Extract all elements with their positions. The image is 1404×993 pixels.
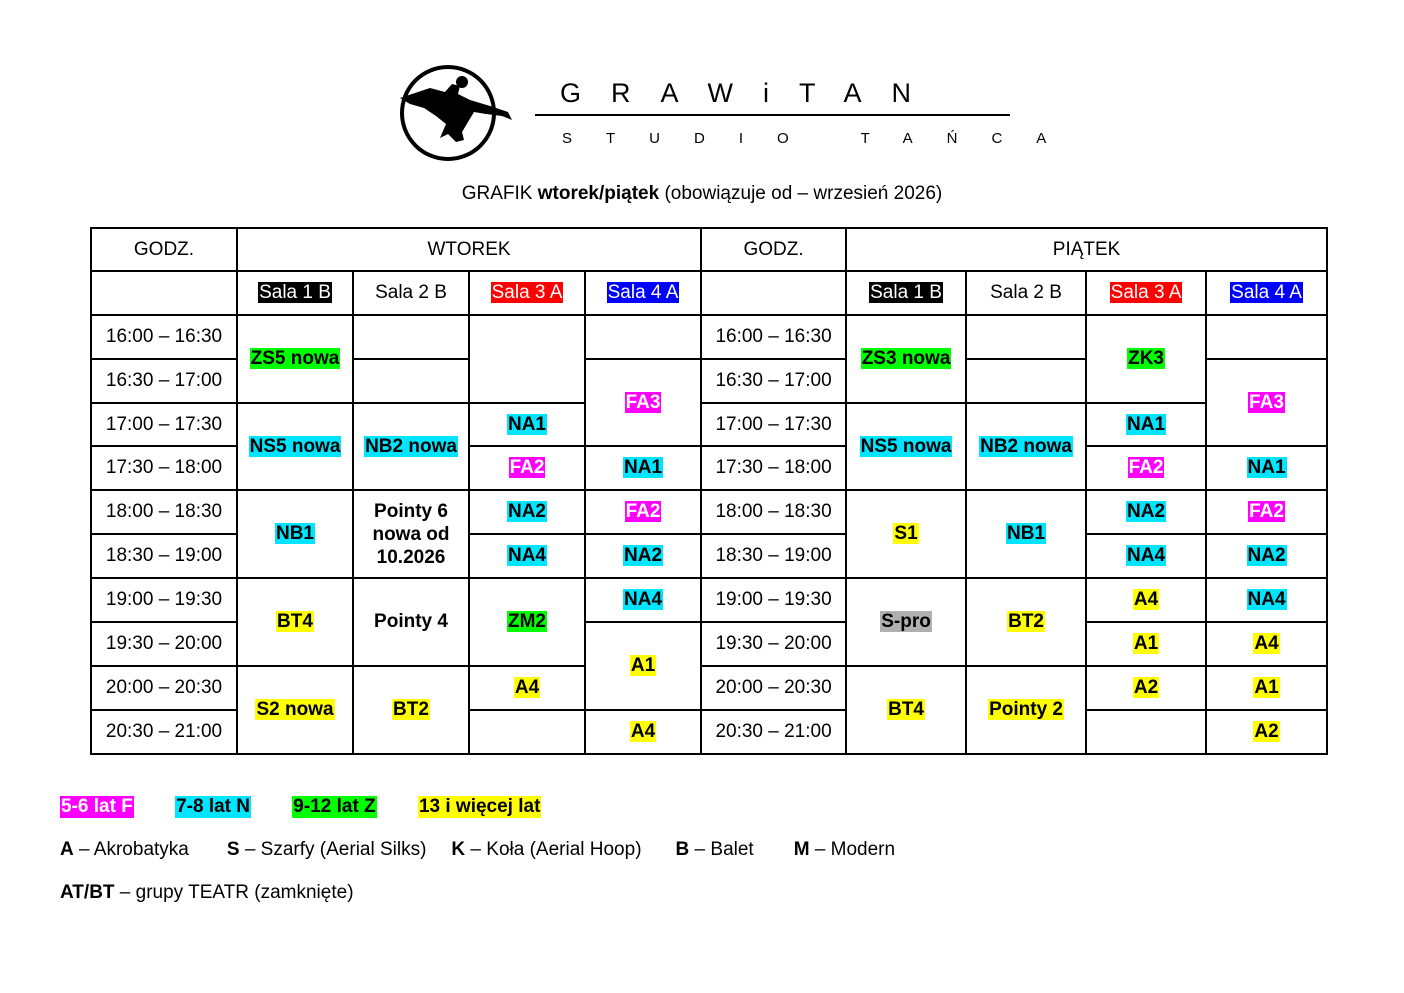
studio-logo — [390, 60, 1081, 164]
class-label: FA2 — [509, 457, 545, 478]
class-label: Pointy 2 — [989, 699, 1063, 720]
class-label: A1 — [1254, 677, 1279, 698]
heading-prefix: GRAFIK — [461, 183, 538, 204]
class-cell — [1206, 622, 1327, 666]
class-label: FA2 — [1249, 501, 1284, 522]
class-cell — [353, 666, 469, 754]
time-cell: 17:30 – 18:00 — [91, 446, 237, 490]
theatre-code: AT/BT — [60, 882, 115, 903]
class-cell — [585, 359, 701, 446]
class-label: NA4 — [1127, 545, 1166, 566]
class-label: NA1 — [1247, 457, 1286, 478]
age-legend — [60, 796, 577, 818]
class-label: NA1 — [1127, 413, 1166, 435]
time-row — [91, 578, 1327, 622]
class-label: BT2 — [393, 699, 429, 720]
brand-subtitle: STUDIO TAŃCA — [562, 130, 1081, 147]
empty-cell — [91, 271, 237, 315]
time-cell: 16:00 – 16:30 — [701, 315, 846, 359]
room-header — [966, 271, 1086, 315]
class-label: S2 nowa — [256, 699, 334, 720]
type-desc: – Modern — [809, 839, 896, 860]
header-row-days — [91, 228, 1327, 271]
class-cell — [966, 403, 1086, 490]
room-header — [353, 271, 469, 315]
time-cell: 16:30 – 17:00 — [91, 359, 237, 403]
class-cell — [237, 490, 353, 578]
type-code: A — [60, 839, 74, 860]
time-cell: 17:00 – 17:30 — [701, 403, 846, 446]
class-cell — [1086, 578, 1206, 622]
class-label: NS5 nowa — [860, 435, 952, 457]
class-label: FA2 — [625, 501, 661, 522]
class-cell — [237, 315, 353, 403]
time-row — [91, 490, 1327, 534]
time-cell: 19:30 – 20:00 — [91, 622, 237, 666]
class-label: NA4 — [507, 545, 546, 566]
class-label: NA2 — [1127, 501, 1166, 522]
class-cell — [1086, 446, 1206, 490]
class-cell — [846, 403, 966, 490]
time-cell: 20:30 – 21:00 — [91, 710, 237, 754]
type-desc: – Akrobatyka — [73, 839, 189, 860]
room-header — [585, 271, 701, 315]
type-code: K — [451, 839, 466, 860]
time-cell: 18:30 – 19:00 — [701, 534, 846, 578]
class-label: BT4 — [888, 699, 924, 720]
type-code: B — [675, 839, 690, 860]
room-label: Sala 1 B — [259, 282, 331, 303]
time-cell: 16:00 – 16:30 — [91, 315, 237, 359]
class-cell — [585, 578, 701, 622]
time-cell: 17:00 – 17:30 — [91, 403, 237, 446]
empty-cell — [353, 315, 469, 359]
room-label: Sala 4 A — [607, 282, 679, 303]
class-label: NA2 — [507, 501, 546, 522]
class-cell — [1206, 578, 1327, 622]
class-label: FA3 — [625, 391, 661, 413]
type-legend — [60, 839, 935, 861]
class-label: A2 — [1254, 721, 1279, 742]
class-cell — [469, 446, 585, 490]
room-label: Sala 3 A — [1110, 282, 1182, 303]
time-cell: 17:30 – 18:00 — [701, 446, 846, 490]
room-label: Sala 4 A — [1231, 282, 1302, 303]
brand-name: GRAWiTAN — [560, 78, 941, 108]
class-label: NB1 — [275, 523, 314, 544]
time-cell: 19:00 – 19:30 — [701, 578, 846, 622]
header-row-rooms — [91, 271, 1327, 315]
type-legend-item — [451, 839, 641, 861]
class-label: A4 — [630, 721, 656, 742]
class-cell — [353, 403, 469, 490]
class-label: Pointy 4 — [374, 611, 448, 632]
room-header — [846, 271, 966, 315]
schedule-table — [90, 227, 1328, 755]
day-header-tuesday: WTOREK — [237, 228, 701, 271]
class-cell — [237, 578, 353, 666]
class-cell — [469, 403, 585, 446]
class-cell — [1206, 446, 1327, 490]
type-legend-item — [676, 839, 754, 861]
class-cell — [469, 490, 585, 534]
class-cell — [585, 446, 701, 490]
class-cell — [237, 403, 353, 490]
empty-cell — [1206, 315, 1327, 359]
class-cell — [966, 666, 1086, 754]
class-cell — [1086, 666, 1206, 710]
age-legend-item: 9-12 lat Z — [293, 796, 376, 817]
type-legend-item — [794, 839, 895, 861]
class-label: NA4 — [624, 589, 663, 610]
class-label: NA2 — [1247, 545, 1286, 566]
age-legend-item: 7-8 lat N — [176, 796, 251, 817]
class-cell — [353, 578, 469, 666]
room-header — [237, 271, 353, 315]
type-legend-item — [227, 839, 427, 861]
class-label: S-pro — [881, 611, 931, 632]
class-label: ZS3 nowa — [861, 348, 951, 369]
class-label: NB1 — [1007, 523, 1046, 544]
room-label: Sala 1 B — [870, 282, 942, 303]
room-label: Sala 3 A — [491, 282, 563, 303]
class-cell — [237, 666, 353, 754]
class-label: Pointy 6 nowa od 10.2026 — [372, 500, 450, 568]
class-cell — [469, 666, 585, 710]
class-label: A4 — [1254, 633, 1279, 654]
time-cell: 20:00 – 20:30 — [701, 666, 846, 710]
class-label: A4 — [514, 677, 540, 698]
class-label: BT4 — [277, 611, 313, 632]
empty-cell — [966, 359, 1086, 403]
time-cell: 20:30 – 21:00 — [701, 710, 846, 754]
room-header — [469, 271, 585, 315]
class-label: ZM2 — [508, 611, 546, 632]
type-desc: – Balet — [689, 839, 754, 860]
class-label: FA3 — [1249, 391, 1284, 413]
time-cell: 18:00 – 18:30 — [91, 490, 237, 534]
time-cell: 18:30 – 19:00 — [91, 534, 237, 578]
time-cell: 19:00 – 19:30 — [91, 578, 237, 622]
class-cell — [585, 534, 701, 578]
class-label: NA4 — [1247, 589, 1286, 610]
class-label: A1 — [1133, 633, 1159, 654]
class-cell — [846, 490, 966, 578]
godz-header: GODZ. — [91, 228, 237, 271]
room-label: Sala 2 B — [375, 282, 447, 303]
class-cell — [1086, 622, 1206, 666]
class-cell — [1206, 666, 1327, 710]
time-row — [91, 315, 1327, 359]
empty-cell — [701, 271, 846, 315]
class-cell — [1086, 534, 1206, 578]
type-desc: – Koła (Aerial Hoop) — [465, 839, 642, 860]
godz-header: GODZ. — [701, 228, 846, 271]
class-label: NA2 — [624, 545, 663, 566]
class-cell — [1086, 403, 1206, 446]
theatre-desc: – grupy TEATR (zamknięte) — [114, 882, 354, 903]
time-cell: 16:30 – 17:00 — [701, 359, 846, 403]
time-cell: 19:30 – 20:00 — [701, 622, 846, 666]
class-label: ZS5 nowa — [250, 348, 340, 369]
empty-cell — [1086, 710, 1206, 754]
class-label: A4 — [1133, 589, 1159, 610]
class-cell — [1086, 315, 1206, 403]
class-label: ZK3 — [1128, 348, 1164, 369]
class-cell — [469, 578, 585, 666]
time-cell: 18:00 – 18:30 — [701, 490, 846, 534]
class-label: FA2 — [1128, 457, 1164, 478]
class-cell — [846, 666, 966, 754]
class-label: S1 — [894, 523, 918, 544]
time-row — [91, 403, 1327, 446]
type-code: S — [226, 839, 240, 860]
room-header — [1086, 271, 1206, 315]
type-legend-item — [60, 839, 189, 861]
room-label: Sala 2 B — [990, 282, 1062, 303]
age-legend-item: 5-6 lat F — [61, 796, 133, 817]
empty-cell — [585, 315, 701, 359]
brand-divider — [535, 114, 1010, 116]
class-label: A2 — [1133, 677, 1159, 698]
empty-cell — [353, 359, 469, 403]
room-header — [1206, 271, 1327, 315]
time-row — [91, 666, 1327, 710]
class-label: NB2 nowa — [365, 435, 457, 457]
empty-cell — [469, 315, 585, 403]
class-label: BT2 — [1008, 611, 1044, 632]
class-cell — [585, 710, 701, 754]
class-cell — [846, 578, 966, 666]
heading-days: wtorek/piątek — [537, 183, 660, 204]
theatre-legend — [60, 882, 354, 904]
class-cell — [1086, 490, 1206, 534]
empty-cell — [966, 315, 1086, 359]
class-cell — [585, 490, 701, 534]
class-label: NA1 — [507, 413, 546, 435]
class-label: NS5 nowa — [249, 435, 341, 457]
class-label: NA1 — [624, 457, 663, 478]
class-cell — [469, 534, 585, 578]
class-cell — [846, 315, 966, 403]
age-legend-item: 13 i więcej lat — [418, 796, 541, 817]
day-header-friday: PIĄTEK — [846, 228, 1327, 271]
class-cell — [966, 490, 1086, 578]
class-label: NB2 nowa — [980, 435, 1072, 457]
time-cell: 20:00 – 20:30 — [91, 666, 237, 710]
heading-suffix: (obowiązuje od – wrzesień 2026) — [659, 183, 943, 204]
type-code: M — [793, 839, 810, 860]
dancer-circle-icon — [390, 60, 520, 164]
class-cell — [585, 622, 701, 710]
schedule-heading — [0, 183, 1404, 205]
class-cell — [966, 578, 1086, 666]
class-label: A1 — [630, 655, 656, 676]
class-cell — [1206, 534, 1327, 578]
class-cell — [1206, 710, 1327, 754]
class-cell — [353, 490, 469, 578]
class-cell — [1206, 359, 1327, 446]
class-cell — [1206, 490, 1327, 534]
type-desc: – Szarfy (Aerial Silks) — [239, 839, 427, 860]
empty-cell — [469, 710, 585, 754]
